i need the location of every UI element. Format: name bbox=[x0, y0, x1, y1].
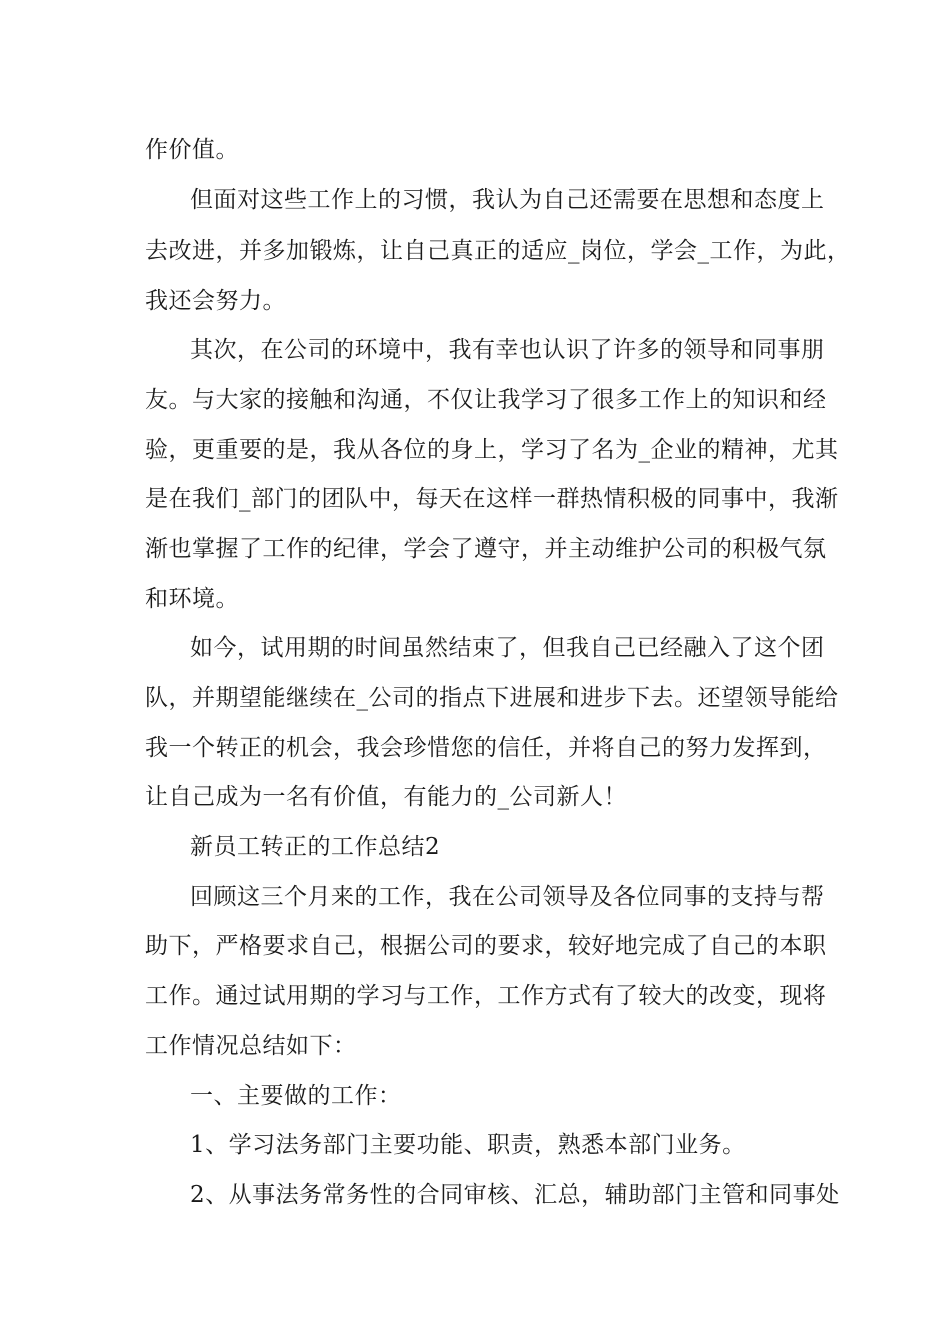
text-line: 助下，严格要求自己，根据公司的要求，较好地完成了自己的本职 bbox=[145, 933, 827, 959]
text-line: 去改进，并多加锻炼，让自己真正的适应_岗位，学会_工作，为此， bbox=[145, 238, 851, 264]
text-line: 和环境。 bbox=[145, 586, 239, 612]
paragraph-start-line: 如今，试用期的时间虽然结束了，但我自己已经融入了这个团 bbox=[190, 635, 825, 661]
text-line: 是在我们_部门的团队中，每天在这样一群热情积极的同事中，我渐 bbox=[145, 486, 839, 512]
list-item: 1、学习法务部门主要功能、职责，熟悉本部门业务。 bbox=[190, 1132, 746, 1158]
text-line: 验，更重要的是，我从各位的身上，学习了名为_企业的精神，尤其 bbox=[145, 437, 839, 463]
text-line: 工作。通过试用期的学习与工作，工作方式有了较大的改变，现将 bbox=[145, 983, 827, 1009]
section-heading: 新员工转正的工作总结2 bbox=[190, 834, 441, 860]
paragraph-start-line: 其次，在公司的环境中，我有幸也认识了许多的领导和同事朋 bbox=[190, 337, 825, 363]
text-line: 友。与大家的接触和沟通，不仅让我学习了很多工作上的知识和经 bbox=[145, 387, 827, 413]
list-item: 2、从事法务常务性的合同审核、汇总，辅助部门主管和同事处 bbox=[190, 1182, 840, 1208]
paragraph-start-line: 但面对这些工作上的习惯，我认为自己还需要在思想和态度上 bbox=[190, 187, 825, 213]
list-heading: 一、主要做的工作： bbox=[190, 1083, 402, 1109]
text-line: 渐也掌握了工作的纪律，学会了遵守，并主动维护公司的积极气氛 bbox=[145, 536, 827, 562]
text-line: 队，并期望能继续在_公司的指点下进展和进步下去。还望领导能给 bbox=[145, 685, 839, 711]
paragraph-start-line: 回顾这三个月来的工作，我在公司领导及各位同事的支持与帮 bbox=[190, 884, 825, 910]
text-line: 让自己成为一名有价值，有能力的_公司新人！ bbox=[145, 784, 627, 810]
text-line: 我还会努力。 bbox=[145, 288, 286, 314]
text-line: 作价值。 bbox=[145, 137, 239, 163]
text-line: 工作情况总结如下： bbox=[145, 1033, 357, 1059]
text-line: 我一个转正的机会，我会珍惜您的信任，并将自己的努力发挥到， bbox=[145, 735, 827, 761]
